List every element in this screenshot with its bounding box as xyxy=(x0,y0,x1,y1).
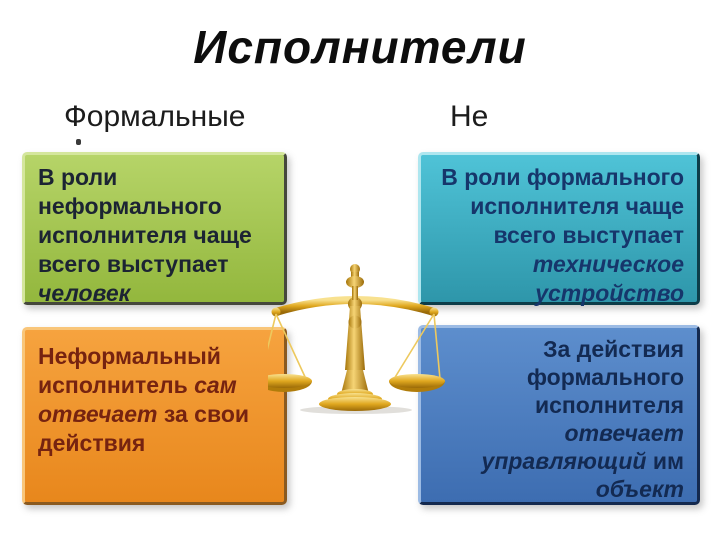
card-text-line: всего выступает xyxy=(493,222,684,248)
slide-title: Исполнители xyxy=(193,21,527,73)
card-informal-responsibility xyxy=(22,327,287,505)
card-text-line: человек xyxy=(38,280,131,306)
column-header-informal: Не xyxy=(450,100,489,133)
card-text-line: исполнителя xyxy=(534,392,684,418)
card-text-line: действия xyxy=(38,430,146,456)
card-text-line: всего выступает xyxy=(38,251,229,277)
card-text-line: отвечает xyxy=(564,420,684,446)
card-text-line: неформального xyxy=(38,193,222,219)
card-text-line: Неформальный xyxy=(38,343,221,369)
card-informal-role xyxy=(22,152,287,305)
card-text-line: управляющий им xyxy=(481,448,684,474)
card-text-line: За действия xyxy=(543,336,684,362)
card-text-line: В роли xyxy=(38,164,118,190)
card-formal-responsibility xyxy=(418,325,700,505)
card-text-line: исполнителя чаще xyxy=(38,222,252,248)
card-text-line: устройство xyxy=(535,280,684,306)
card-text-line: объект xyxy=(595,476,684,502)
card-text-line: исполнителя чаще xyxy=(470,193,684,219)
balance-scale-icon xyxy=(268,262,452,414)
card-text-line: отвечает за свои xyxy=(38,401,250,427)
card-text-line: исполнитель сам xyxy=(38,372,237,398)
clipped-text-artifact xyxy=(76,139,81,145)
card-formal-role xyxy=(418,152,700,305)
card-text-line: техническое xyxy=(532,251,684,277)
column-header-formal: Формальные xyxy=(64,100,246,133)
card-text-line: В роли формального xyxy=(441,164,684,190)
card-text-line: формального xyxy=(526,364,684,390)
